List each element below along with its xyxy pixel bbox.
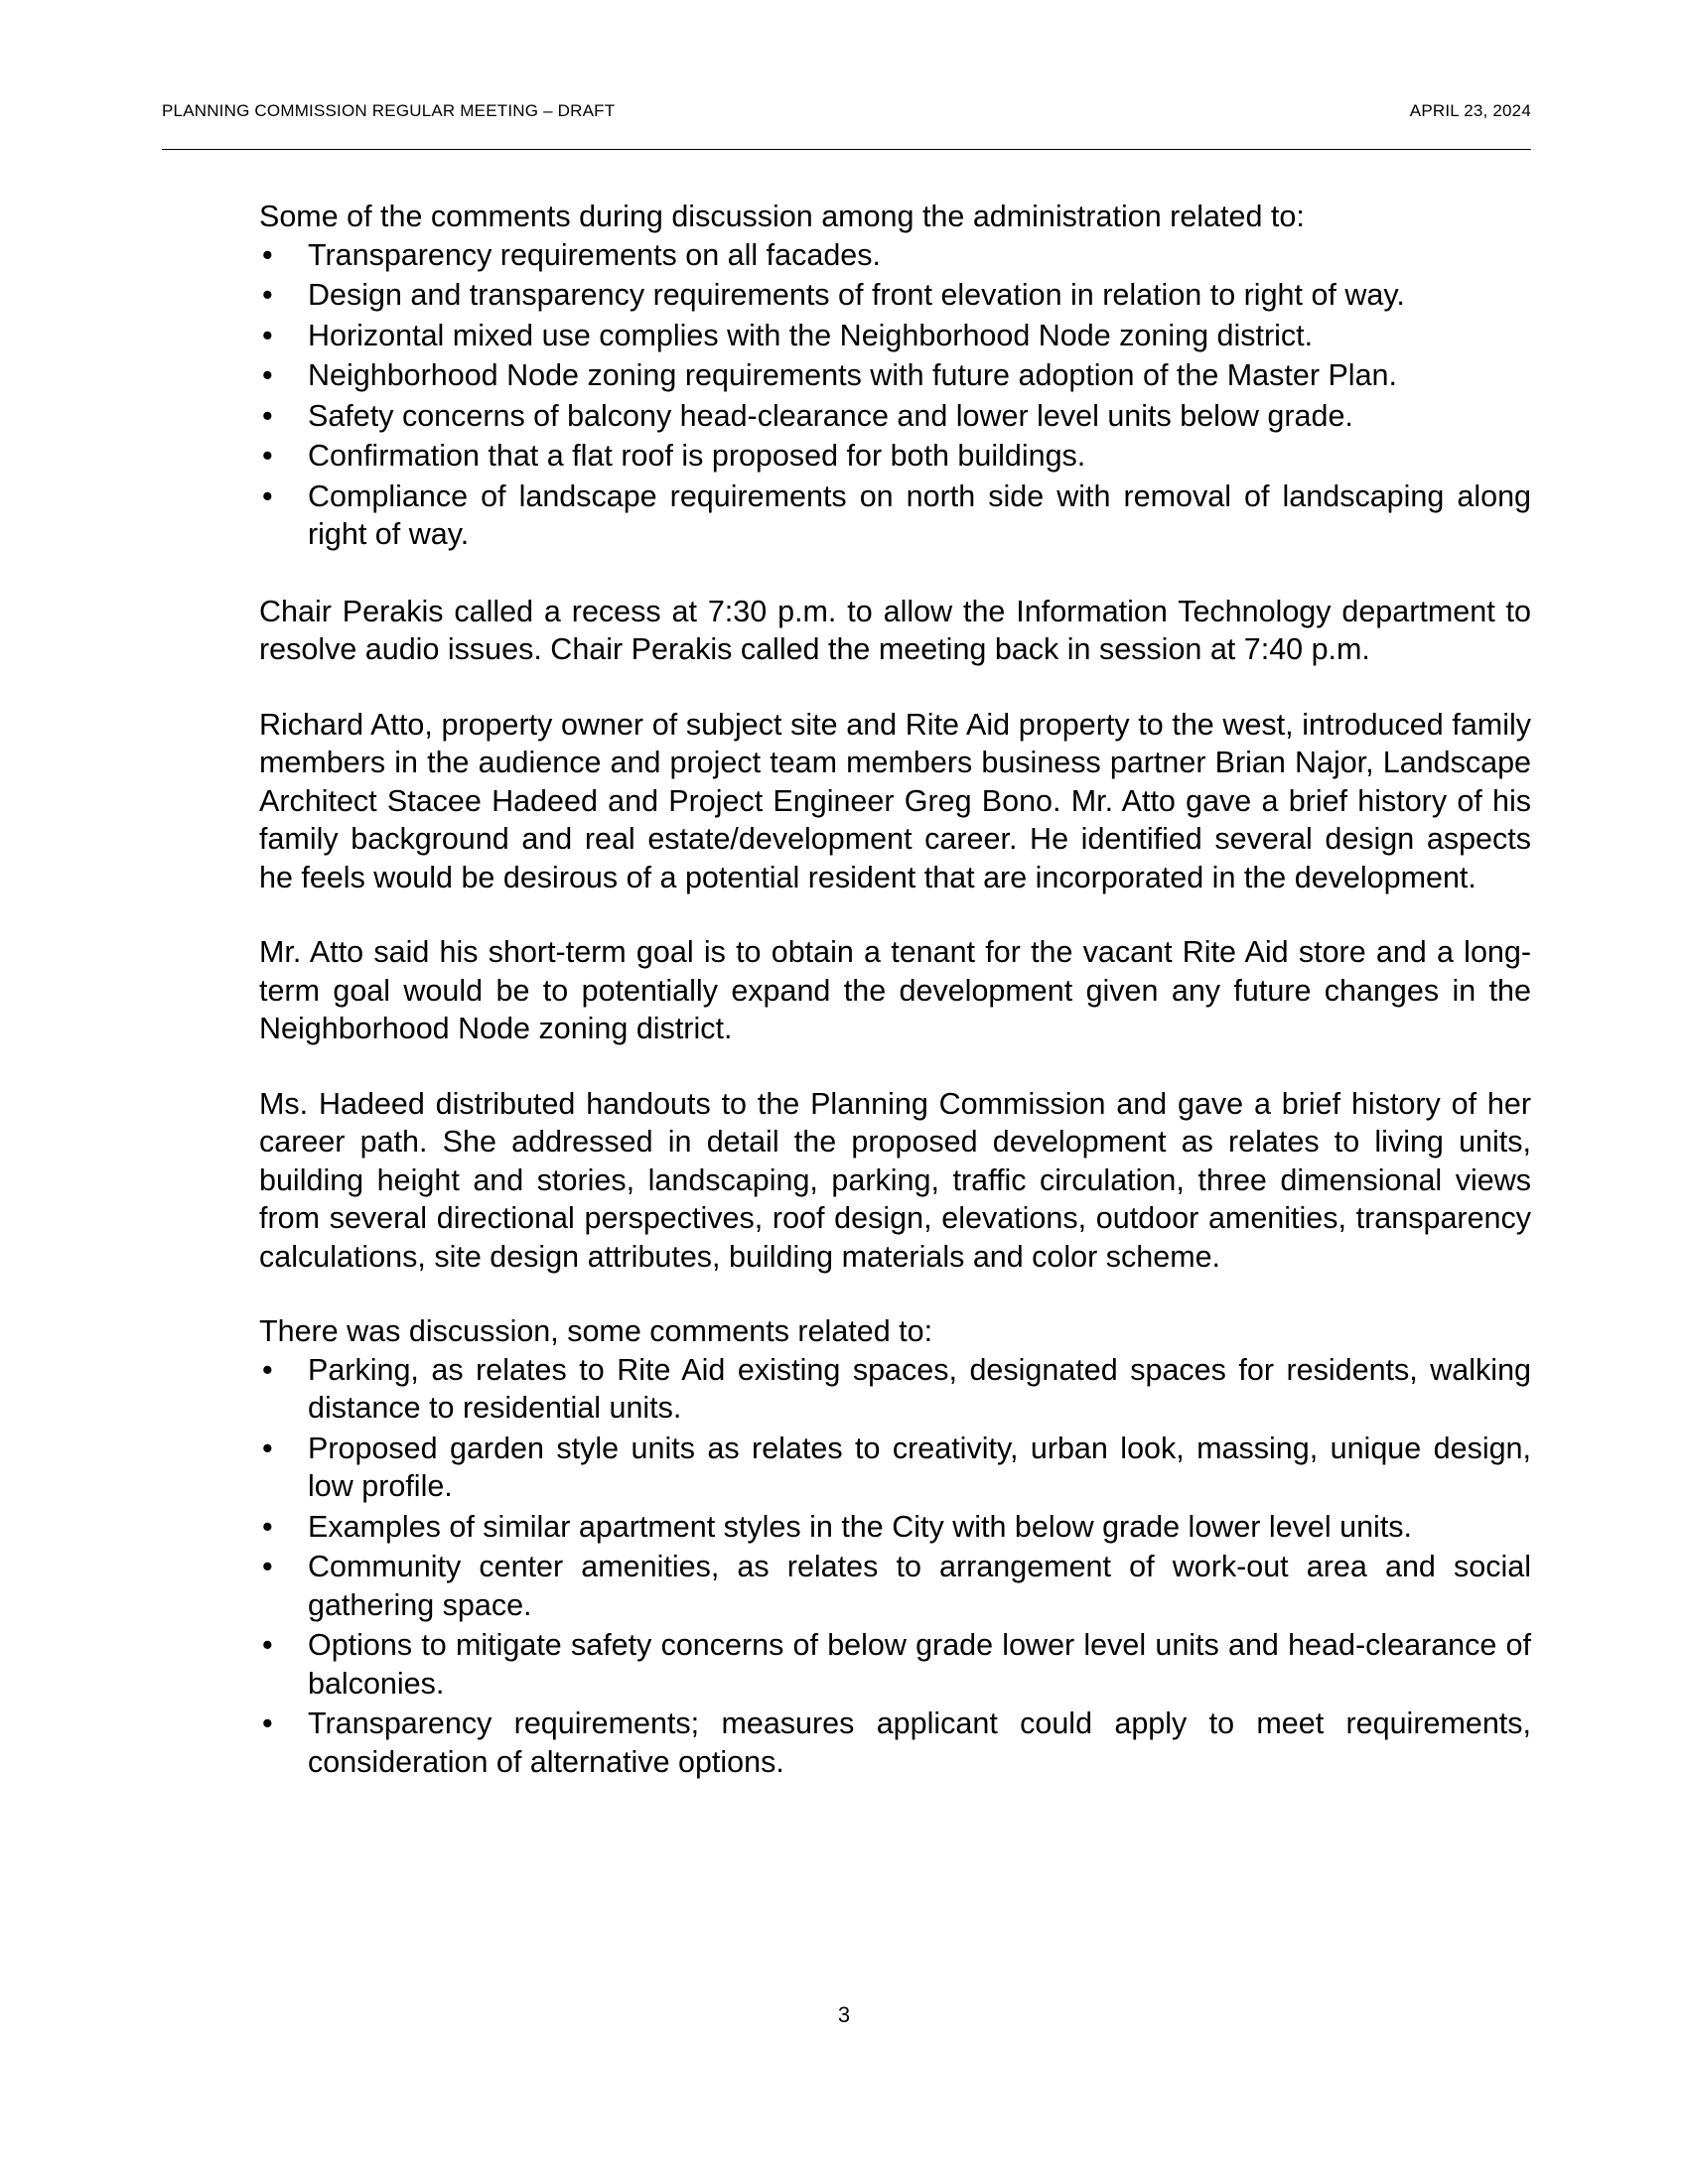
- header-title: PLANNING COMMISSION REGULAR MEETING – DRAFT: [162, 101, 616, 120]
- bullet-icon: •: [262, 398, 273, 433]
- discussion-intro: There was discussion, some comments related to:: [259, 1314, 933, 1348]
- atto-intro-paragraph: Richard Atto, property owner of subject site and Rite Aid property to the west, introduced family members in the audience and project team members business partner Brian Najor, Landscape Architect Stacee Hadeed and Project Engineer Greg Bono. Mr. Atto gave a brief history of his family background and real estate/development career. He identified several design aspects he feels would be desirous of a potential resident that are incorporated in the development.: [259, 707, 1531, 894]
- list-item: • Neighborhood Node zoning requirements with future adoption of the Master Plan.: [259, 356, 1531, 395]
- bullet-icon: •: [262, 278, 273, 312]
- bullet-icon: •: [262, 358, 273, 392]
- recess-paragraph: Chair Perakis called a recess at 7:30 p.m. to allow the Information Technology department to resolve audio issues. Chair Perakis called the meeting back in session at 7:40 p.m.: [259, 594, 1531, 666]
- header-rule: [162, 149, 1531, 150]
- page-body: [259, 198, 1531, 1783]
- bullet-icon: •: [262, 1431, 273, 1465]
- page-number: 3: [837, 2002, 851, 2027]
- list-item: • Transparency requirements on all facades.: [259, 236, 1531, 275]
- discussion-comments-list: [259, 1351, 1531, 1782]
- list-item: • Community center amenities, as relates to arrangement of work-out area and social gathering space.: [262, 1550, 1531, 1622]
- list-item: • Parking, as relates to Rite Aid existing spaces, designated spaces for residents, walking distance to residential units.: [262, 1352, 1531, 1425]
- list-item: • Examples of similar apartment styles in the City with below grade lower level units.: [259, 1508, 1531, 1547]
- admin-comments-intro: Some of the comments during discussion among the administration related to:: [259, 200, 1305, 233]
- atto-goals-paragraph: Mr. Atto said his short-term goal is to obtain a tenant for the vacant Rite Aid store and a long-term goal would be to potentially expand the development given any future changes in the Neighborhood Node zoning district.: [259, 935, 1531, 1045]
- bullet-icon: •: [262, 1509, 273, 1544]
- page-header: [162, 101, 1531, 125]
- list-item: • Proposed garden style units as relates to creativity, urban look, massing, unique design, low profile.: [262, 1431, 1531, 1503]
- bullet-icon: •: [262, 1628, 273, 1662]
- bullet-icon: •: [262, 478, 273, 513]
- admin-comments-list: [259, 236, 1531, 554]
- list-item: • Horizontal mixed use complies with the Neighborhood Node zoning district.: [259, 317, 1531, 355]
- list-item: • Safety concerns of balcony head-clearance and lower level units below grade.: [259, 397, 1531, 436]
- list-item: • Design and transparency requirements of front elevation in relation to right of way.: [259, 276, 1531, 315]
- bullet-icon: •: [262, 237, 273, 272]
- bullet-icon: •: [262, 1550, 273, 1583]
- bullet-icon: •: [262, 1706, 273, 1740]
- bullet-icon: •: [262, 439, 273, 473]
- hadeed-paragraph: Ms. Hadeed distributed handouts to the Planning Commission and gave a brief history of her career path. She addressed in detail the proposed development as relates to living units, building height and stories, landscaping, parking, traffic circulation, three dimensional views from several directional perspectives, roof design, elevations, outdoor amenities, transparency calculations, site design attributes, building materials and color scheme.: [259, 1086, 1531, 1274]
- bullet-icon: •: [262, 1352, 273, 1387]
- list-item: • Confirmation that a flat roof is proposed for both buildings.: [259, 437, 1531, 476]
- list-item: • Options to mitigate safety concerns of below grade lower level units and head-clearance of balconies.: [262, 1628, 1531, 1701]
- header-date: APRIL 23, 2024: [1409, 101, 1531, 120]
- list-item: • Transparency requirements; measures applicant could apply to meet requirements, consideration of alternative options.: [262, 1706, 1531, 1779]
- bullet-icon: •: [262, 318, 273, 352]
- list-item: • Compliance of landscape requirements on north side with removal of landscaping along right of way.: [262, 478, 1531, 551]
